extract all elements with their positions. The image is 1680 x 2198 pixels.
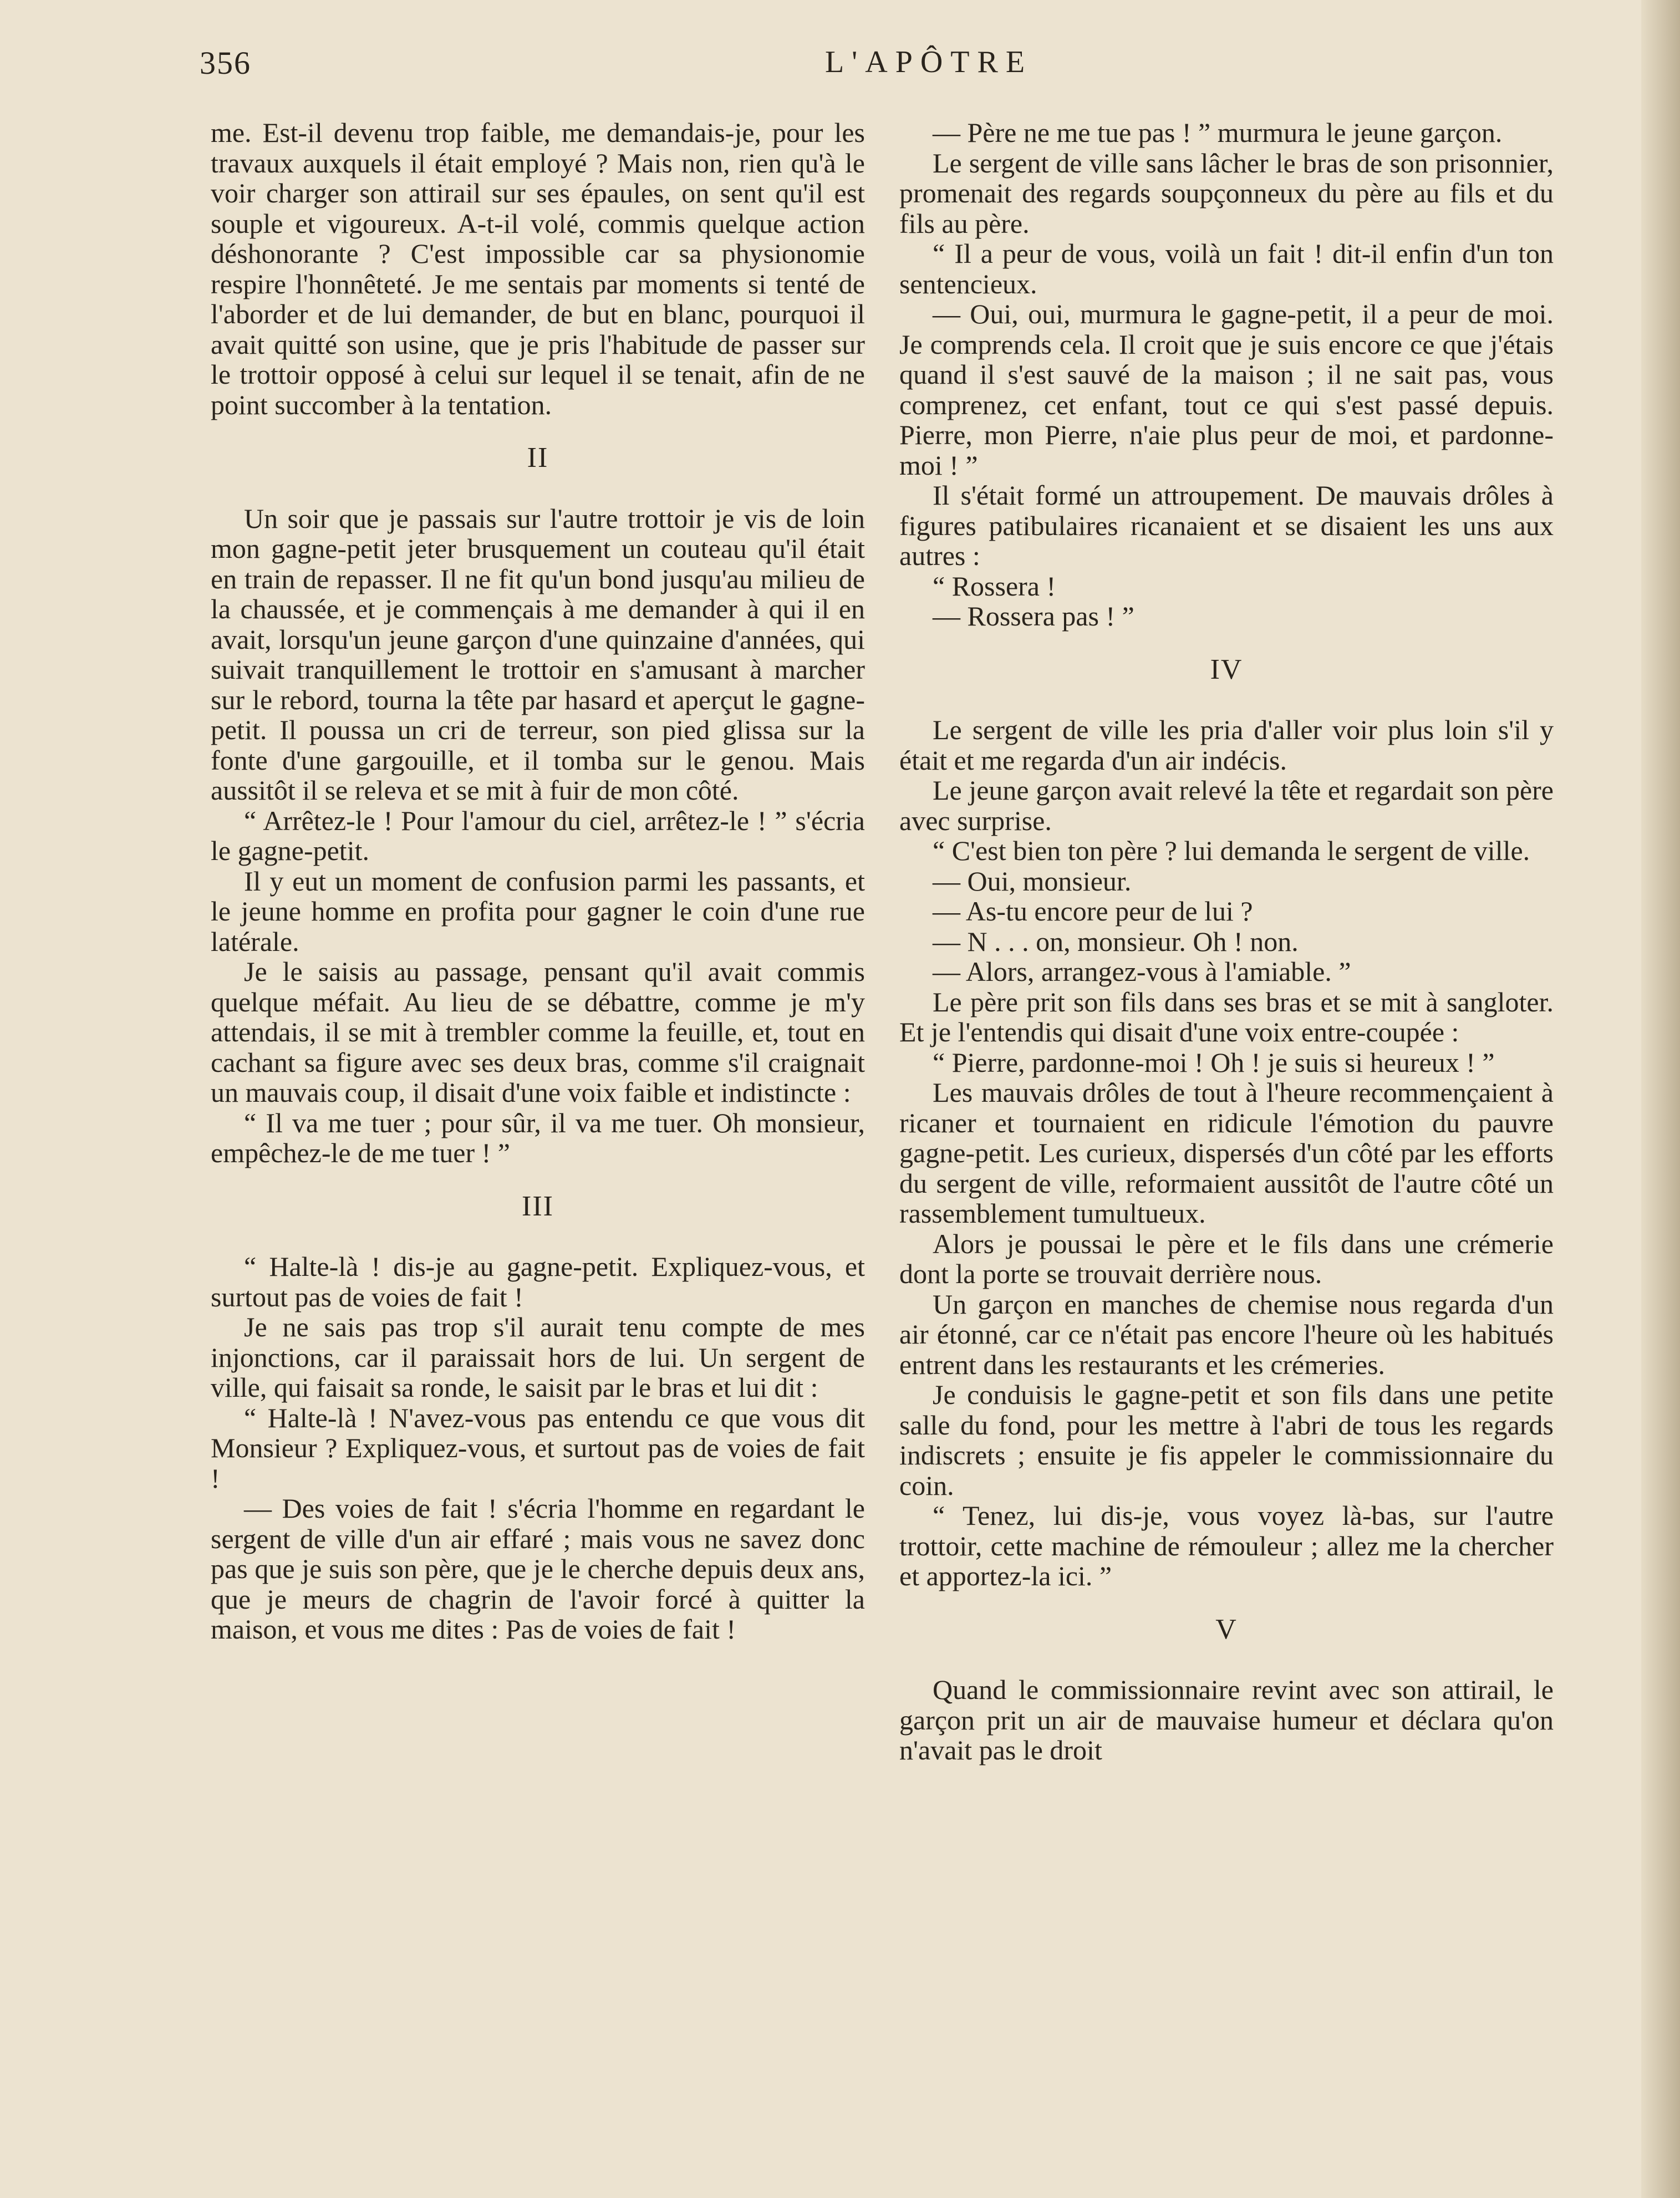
paragraph: “ Pierre, pardonne-moi ! Oh ! je suis si heureux ! ” <box>933 1046 1495 1078</box>
paragraph: — As-tu encore peur de lui ? <box>933 896 1253 927</box>
section-heading: III <box>522 1190 554 1222</box>
paragraph: “ Il a peur de vous, voilà un fait ! dit-il enfin d'un ton sentencieux. <box>899 238 1554 299</box>
paragraph: Le sergent de ville sans lâcher le bras de son prisonnier, promenait des regards soupçonneux du père au fils et du fils au père. <box>899 147 1554 239</box>
paragraph: “ Arrêtez-le ! Pour l'amour du ciel, arrêtez-le ! ” s'écria le gagne-petit. <box>211 805 865 866</box>
paragraph: Le père prit son fils dans ses bras et se mit à sangloter. Et je l'entendis qui disait d'une voix entre-coupée : <box>899 986 1554 1047</box>
paragraph: — N . . . on, monsieur. Oh ! non. <box>933 925 1299 957</box>
page-number: 356 <box>200 45 251 81</box>
paragraph: Il y eut un moment de confusion parmi les passants, et le jeune homme en profita pour gagner le coin d'une rue latérale. <box>211 865 865 957</box>
paragraph: — Alors, arrangez-vous à l'amiable. ” <box>933 956 1351 987</box>
running-title: L'APÔTRE <box>824 45 1033 79</box>
paragraph: “ Il va me tuer ; pour sûr, il va me tuer. Oh monsieur, empêchez-le de me tuer ! ” <box>211 1107 865 1168</box>
paragraph: Le jeune garçon avait relevé la tête et regardait son père avec surprise. <box>899 775 1554 836</box>
section-heading: II <box>527 442 549 474</box>
paragraph: — Des voies de fait ! s'écria l'homme en regardant le sergent de ville d'un air effaré ; mais vous ne savez donc pas que je suis son père, que je le cherche depuis deux ans, que je meurs de chagrin de l'avoir forcé à quitter la maison, et vous me dites : Pas de voies de fait ! <box>211 1493 865 1645</box>
paragraph: — Oui, oui, murmura le gagne-petit, il a peur de moi. Je comprends cela. Il croit que je suis encore ce que j'étais quand il s'est sauvé de la maison ; il ne sait pas, vous comprenez, cet enfant, tout ce qui s'est passé depuis. Pierre, mon Pierre, n'aie plus peur de moi, et pardonne-moi ! ” <box>899 298 1554 481</box>
paragraph: “ Rossera ! <box>933 570 1056 602</box>
paragraph: “ Tenez, lui dis-je, vous voyez là-bas, sur l'autre trottoir, cette machine de rémouleur ; allez me la chercher et apportez-la ici. ” <box>899 1500 1554 1591</box>
paragraph: Un garçon en manches de chemise nous regarda d'un air étonné, car ce n'était pas encore l'heure où les habitués entrent dans les restaurants et les crémeries. <box>899 1288 1554 1380</box>
paragraph: “ C'est bien ton père ? lui demanda le sergent de ville. <box>933 835 1530 866</box>
paragraph: — Oui, monsieur. <box>933 865 1132 897</box>
paragraph: Les mauvais drôles de tout à l'heure recommençaient à ricaner et tournaient en ridicule l'émotion du pauvre gagne-petit. Les curieux, dispersés d'un côté par les efforts du sergent de ville, reformaient aussitôt de l'autre côté un rassemblement tumultueux. <box>899 1077 1554 1229</box>
paragraph: — Rossera pas ! ” <box>933 601 1134 632</box>
paragraph: Il s'était formé un attroupement. De mauvais drôles à figures patibulaires ricanaient et se disaient les uns aux autres : <box>899 480 1554 571</box>
right-column <box>899 118 1554 1765</box>
paragraph: Je le saisis au passage, pensant qu'il avait commis quelque méfait. Au lieu de se débattre, comme je m'y attendais, il se mit à trembler comme la feuille, et, tout en cachant sa figure avec ses deux bras, comme s'il craignait un mauvais coup, il disait d'une voix faible et indistincte : <box>211 956 865 1108</box>
page-edge <box>1641 0 1680 2198</box>
paragraph: Un soir que je passais sur l'autre trottoir je vis de loin mon gagne-petit jeter brusquement un couteau qu'il était en train de repasser. Il ne fit qu'un bond jusqu'au milieu de la chaussée, et je commençais à me demander à qui il en avait, lorsqu'un jeune garçon d'une quinzaine d'années, qui suivait tranquillement le trottoir en s'amusant à marcher sur le rebord, tourna la tête par hasard et aperçut le gagne-petit. Il poussa un cri de terreur, son pied glissa sur la fonte d'une gargouille, et il tomba sur le genou. Mais aussitôt il se releva et se mit à fuir de mon côté. <box>211 502 865 806</box>
section-heading: IV <box>1210 653 1243 685</box>
paragraph: me. Est-il devenu trop faible, me demandais-je, pour les travaux auxquels il était employé ? Mais non, rien qu'à le voir charger son attirail sur ses épaules, on sent qu'il est souple et vigoureux. A-t-il volé, commis quelque action déshonorante ? C'est impossible car sa physionomie respire l'honnêteté. Je me sentais par moments si tenté de l'aborder et de lui demander, de but en blanc, pourquoi il avait quitté son usine, que je pris l'habitude de passer sur le trottoir opposé à celui sur lequel il se tenait, afin de ne point succomber à la tentation. <box>211 117 865 420</box>
section-heading: V <box>1215 1613 1238 1645</box>
paragraph: — Père ne me tue pas ! ” murmura le jeune garçon. <box>933 117 1503 148</box>
page-header <box>200 44 1558 94</box>
paragraph: Quand le commissionnaire revint avec son attirail, le garçon prit un air de mauvaise humeur et déclara qu'on n'avait pas le droit <box>899 1674 1554 1765</box>
paragraph: Alors je poussai le père et le fils dans une crémerie dont la porte se trouvait derrière nous. <box>899 1228 1554 1289</box>
paragraph: “ Halte-là ! dis-je au gagne-petit. Expliquez-vous, et surtout pas de voies de fait ! <box>211 1251 865 1312</box>
paragraph: Le sergent de ville les pria d'aller voir plus loin s'il y était et me regarda d'un air indécis. <box>899 714 1554 776</box>
paragraph: “ Halte-là ! N'avez-vous pas entendu ce que vous dit Monsieur ? Expliquez-vous, et surtout pas de voies de fait ! <box>211 1402 865 1494</box>
left-column <box>211 118 865 1645</box>
paragraph: Je ne sais pas trop s'il aurait tenu compte de mes injonctions, car il paraissait hors de lui. Un sergent de ville, qui faisait sa ronde, le saisit par le bras et lui dit : <box>211 1311 865 1403</box>
paragraph: Je conduisis le gagne-petit et son fils dans une petite salle du fond, pour les mettre à l'abri de tous les regards indiscrets ; ensuite je fis appeler le commissionnaire du coin. <box>899 1379 1554 1501</box>
